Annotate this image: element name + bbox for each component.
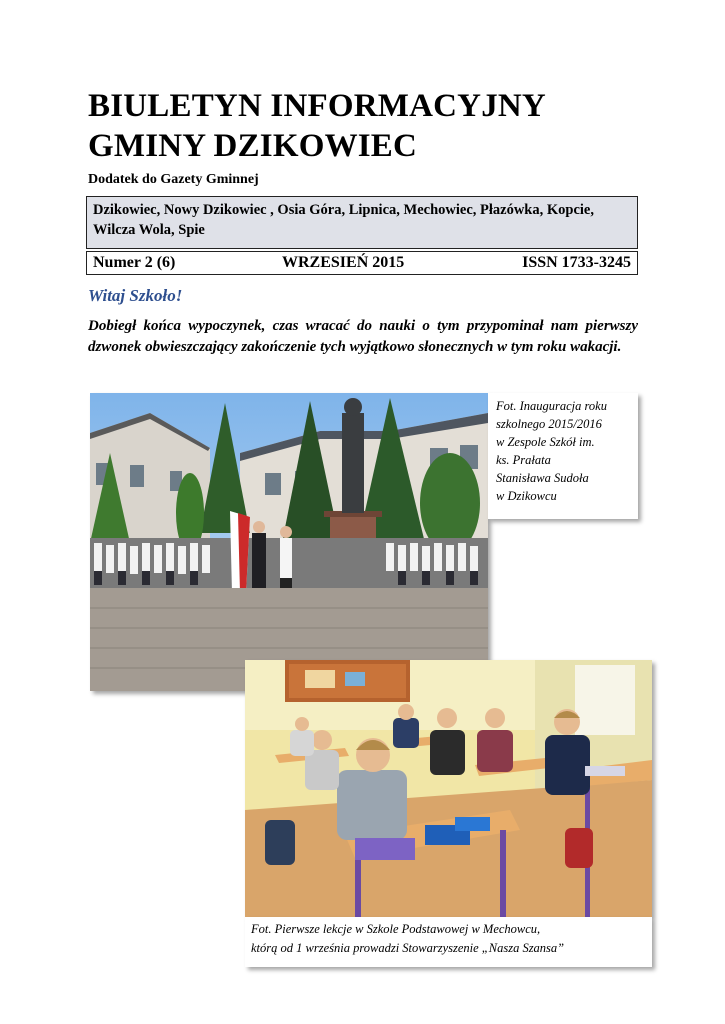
title-line-2: GMINY DZIKOWIEC	[88, 128, 418, 164]
caption-line: Fot. Pierwsze lekcje w Szkole Podstawowej w Mechowcu,	[251, 922, 541, 936]
bulletin-subtitle: Dodatek do Gazety Gminnej	[88, 172, 259, 187]
caption-line: ks. Prałata	[496, 453, 551, 467]
caption-line: szkolnego 2015/2016	[496, 417, 602, 431]
caption-line: Stanisława Sudoła	[496, 471, 589, 485]
title-line-1: BIULETYN INFORMACYJNY	[88, 88, 546, 124]
villages-box: Dzikowiec, Nowy Dzikowiec , Osia Góra, Lipnica, Mechowiec, Płazówka, Kopcie, Wilcza Wola, Spie	[86, 196, 638, 249]
issue-date: WRZESIEŃ 2015	[282, 254, 405, 271]
caption-line: Fot. Inauguracja roku	[496, 399, 607, 413]
ceremony-caption	[488, 393, 638, 519]
bulletin-title	[88, 86, 648, 166]
caption-line: w Dzikowcu	[496, 489, 557, 503]
article-heading: Witaj Szkoło!	[88, 286, 183, 305]
classroom-caption	[245, 917, 652, 967]
issue-issn: ISSN 1733-3245	[522, 254, 631, 271]
classroom-photo	[245, 660, 652, 917]
caption-line: w Zespole Szkół im.	[496, 435, 595, 449]
article-lead: Dobiegł końca wypoczynek, czas wracać do nauki o tym przypominał nam pierwszy dzwonek obwieszczający zakończenie tych wyjątkowo słonecznych w tym roku wakacji.	[88, 318, 638, 355]
issue-bar	[86, 251, 638, 275]
caption-line: którą od 1 września prowadzi Stowarzyszenie „Nasza Szansa”	[251, 941, 565, 955]
issue-number: Numer 2 (6)	[93, 254, 176, 271]
ceremony-photo	[90, 393, 488, 691]
